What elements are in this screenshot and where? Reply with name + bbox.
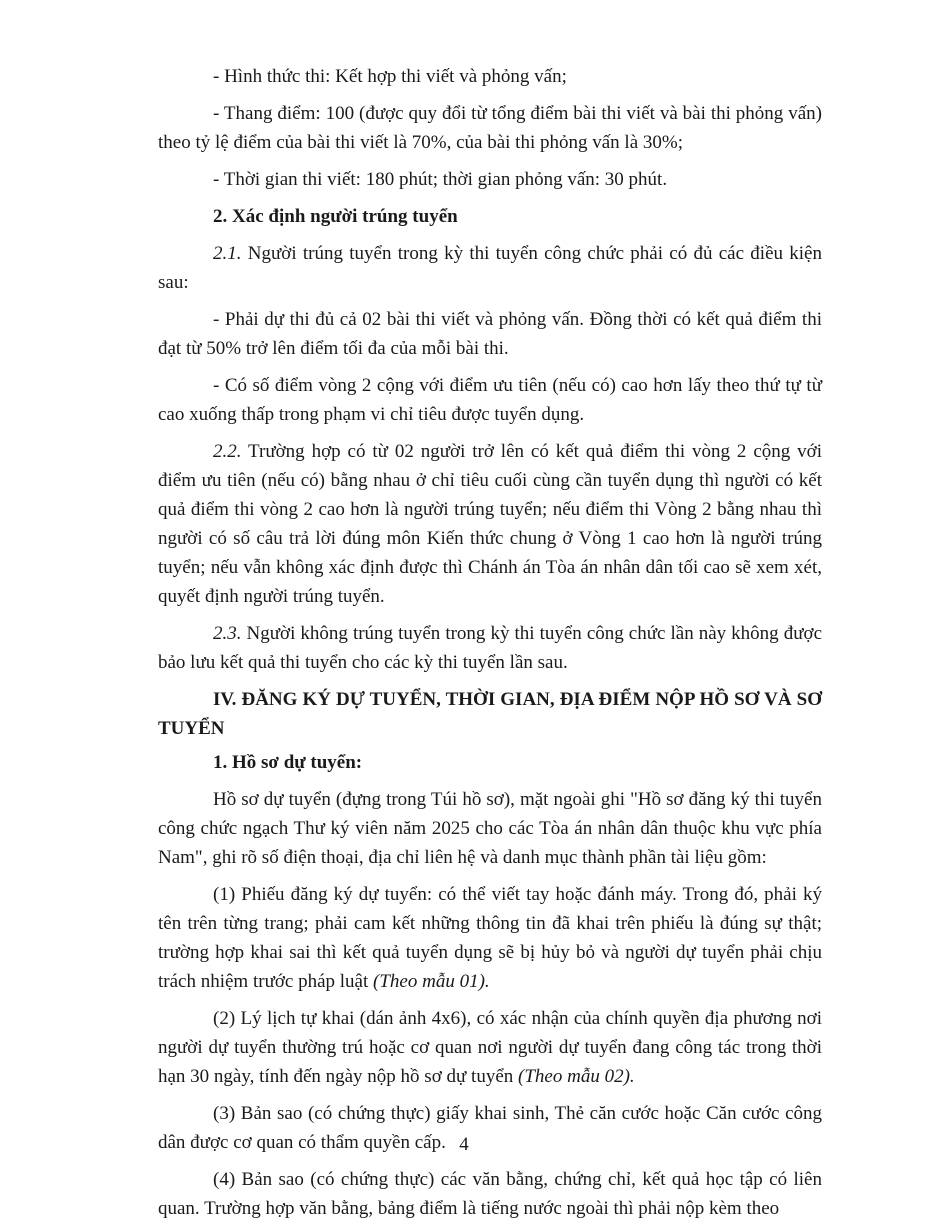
paragraph-item-4: (4) Bản sao (có chứng thực) các văn bằng, chứng chỉ, kết quả học tập có liên quan. Trường hợp văn bằng, bảng điểm là tiếng nước ngoài thì phải nộp kèm theo xyxy=(158,1169,822,1219)
paragraph-item-2-text: (2) Lý lịch tự khai (dán ảnh 4x6), có xác nhận của chính quyền địa phương nơi người dự tuyển thường trú hoặc cơ quan nơi người dự tuyển đang công tác trong thời hạn 30 ngày, tính đến ngày nộp hồ sơ dự tuyển xyxy=(158,1008,822,1087)
page-number: 4 xyxy=(459,1134,469,1155)
paragraph-dossier-intro: Hồ sơ dự tuyển (đựng trong Túi hồ sơ), mặt ngoài ghi "Hồ sơ đăng ký thi tuyển công chức ngạch Thư ký viên năm 2025 cho các Tòa án nhân dân thuộc khu vực phía Nam", ghi rõ số điện thoại, địa chỉ liên hệ và danh mục thành phần tài liệu gồm: xyxy=(158,789,822,868)
paragraph-item-2 xyxy=(158,1004,822,1091)
paragraph-item-1-text: (1) Phiếu đăng ký dự tuyển: có thể viết tay hoặc đánh máy. Trong đó, phải ký tên trên từng trang; phải cam kết những thông tin đã khai trên phiếu là đúng sự thật; trường hợp khai sai thì kết quả tuyển dụng sẽ bị hủy bỏ và người dự tuyển phải chịu trách nhiệm trước pháp luật xyxy=(158,884,822,992)
paragraph-exam-duration: - Thời gian thi viết: 180 phút; thời gian phỏng vấn: 30 phút. xyxy=(213,169,668,190)
paragraph-2-2 xyxy=(158,437,822,611)
paragraph-condition-1: - Phải dự thi đủ cả 02 bài thi viết và phỏng vấn. Đồng thời có kết quả điểm thi đạt từ 50% trở lên điểm tối đa của mỗi bài thi. xyxy=(158,309,822,359)
paragraph-condition-2: - Có số điểm vòng 2 cộng với điểm ưu tiên (nếu có) cao hơn lấy theo thứ tự từ cao xuống thấp trong phạm vi chỉ tiêu được tuyển dụng. xyxy=(158,375,822,425)
paragraph-2-2-text: Trường hợp có từ 02 người trở lên có kết quả điểm thi vòng 2 cộng với điểm ưu tiên (nếu có) bằng nhau ở chỉ tiêu cuối cùng cần tuyển dụng thì người có kết quả điểm thi vòng 2 cao hơn là người trúng tuyển; nếu điểm thi Vòng 2 bằng nhau thì người có số câu trả lời đúng môn Kiến thức chung ở Vòng 1 cao hơn là người trúng tuyển; nếu vẫn không xác định được thì Chánh án Tòa án nhân dân tối cao sẽ xem xét, quyết định người trúng tuyển. xyxy=(158,441,822,607)
paragraph-item-2-reference: (Theo mẫu 02). xyxy=(518,1066,635,1087)
paragraph-item-3: (3) Bản sao (có chứng thực) giấy khai sinh, Thẻ căn cước hoặc Căn cước công dân được cơ quan có thẩm quyền cấp. xyxy=(158,1103,822,1153)
paragraph-2-1-number: 2.1. xyxy=(213,243,242,264)
heading-subsection-1: 1. Hồ sơ dự tuyển: xyxy=(213,752,363,773)
heading-section-2: 2. Xác định người trúng tuyển xyxy=(213,206,458,227)
heading-section-iv: IV. ĐĂNG KÝ DỰ TUYỂN, THỜI GIAN, ĐỊA ĐIỂM NỘP HỒ SƠ VÀ SƠ TUYỂN xyxy=(158,689,822,739)
paragraph-item-1-reference: (Theo mẫu 01). xyxy=(373,971,490,992)
paragraph-2-3 xyxy=(158,619,822,677)
paragraph-2-1-text: Người trúng tuyển trong kỳ thi tuyển công chức phải có đủ các điều kiện sau: xyxy=(158,243,822,293)
paragraph-score-scale: - Thang điểm: 100 (được quy đổi từ tổng điểm bài thi viết và bài thi phỏng vấn) theo tỷ lệ điểm của bài thi viết là 70%, của bài thi phỏng vấn là 30%; xyxy=(158,103,822,153)
paragraph-2-3-number: 2.3. xyxy=(213,623,242,644)
paragraph-item-1 xyxy=(158,880,822,996)
paragraph-2-3-text: Người không trúng tuyển trong kỳ thi tuyển công chức lần này không được bảo lưu kết quả thi tuyển cho các kỳ thi tuyển lần sau. xyxy=(158,623,822,673)
paragraph-2-1 xyxy=(158,239,822,297)
paragraph-exam-format: - Hình thức thi: Kết hợp thi viết và phỏng vấn; xyxy=(213,66,567,87)
paragraph-2-2-number: 2.2. xyxy=(213,441,242,462)
document-body xyxy=(158,62,822,1231)
